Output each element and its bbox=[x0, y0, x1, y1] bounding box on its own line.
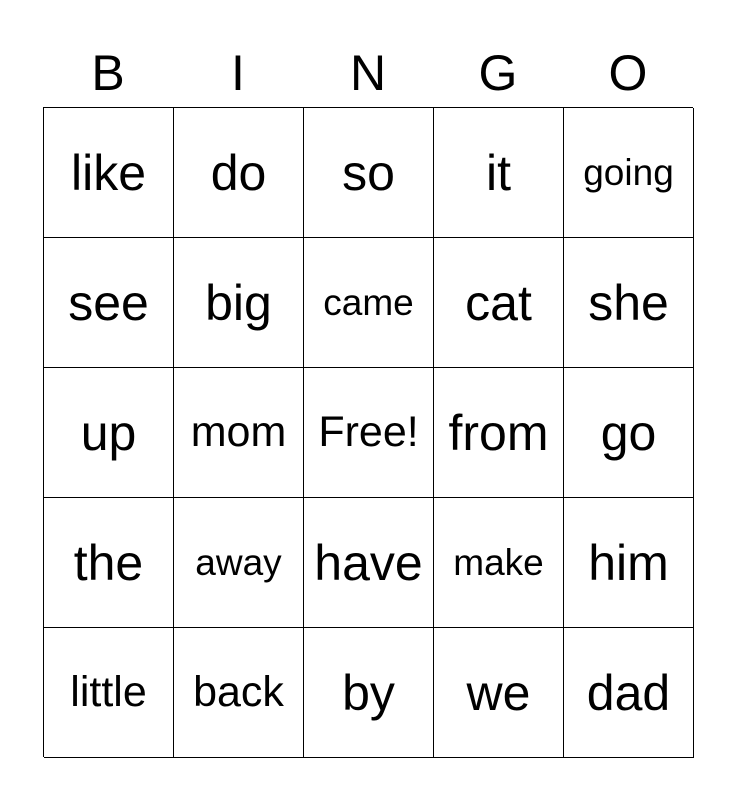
bingo-cell[interactable]: little bbox=[44, 628, 174, 758]
bingo-cell[interactable]: have bbox=[304, 498, 434, 628]
bingo-cell[interactable]: do bbox=[174, 108, 304, 238]
bingo-cell[interactable]: it bbox=[434, 108, 564, 238]
bingo-cell[interactable]: away bbox=[174, 498, 304, 628]
bingo-cell[interactable]: him bbox=[564, 498, 694, 628]
free-space-cell[interactable]: Free! bbox=[304, 368, 434, 498]
bingo-cell[interactable]: see bbox=[44, 238, 174, 368]
header-letter-g: G bbox=[478, 45, 518, 101]
header-letter-n: N bbox=[349, 45, 387, 101]
bingo-cell[interactable]: big bbox=[174, 238, 304, 368]
bingo-cell[interactable]: came bbox=[304, 238, 434, 368]
bingo-cell[interactable]: the bbox=[44, 498, 174, 628]
bingo-cell[interactable]: up bbox=[44, 368, 174, 498]
bingo-cell[interactable]: by bbox=[304, 628, 434, 758]
bingo-cell[interactable]: go bbox=[564, 368, 694, 498]
bingo-cell[interactable]: from bbox=[434, 368, 564, 498]
bingo-cell[interactable]: she bbox=[564, 238, 694, 368]
bingo-cell[interactable]: going bbox=[564, 108, 694, 238]
bingo-cell[interactable]: so bbox=[304, 108, 434, 238]
header-letter-i: I bbox=[231, 45, 245, 101]
bingo-cell[interactable]: mom bbox=[174, 368, 304, 498]
header-letter-b: B bbox=[91, 45, 125, 101]
bingo-cell[interactable]: dad bbox=[564, 628, 694, 758]
bingo-cell[interactable]: like bbox=[44, 108, 174, 238]
bingo-header bbox=[43, 40, 693, 106]
bingo-cell[interactable]: we bbox=[434, 628, 564, 758]
header-letter-o: O bbox=[608, 45, 648, 101]
bingo-cell[interactable]: make bbox=[434, 498, 564, 628]
bingo-cell[interactable]: back bbox=[174, 628, 304, 758]
bingo-cell[interactable]: cat bbox=[434, 238, 564, 368]
bingo-grid bbox=[43, 107, 693, 757]
